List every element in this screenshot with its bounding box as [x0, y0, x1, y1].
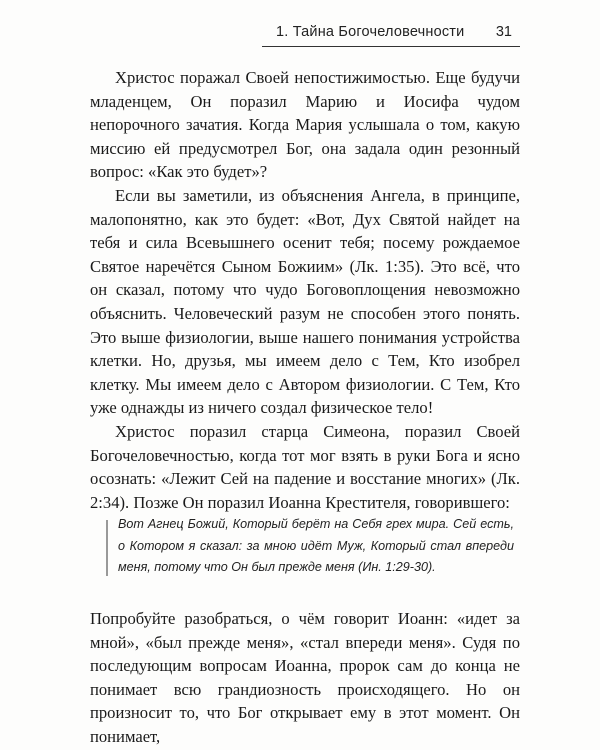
- paragraph-1: Христос поражал Своей непостижимостью. Еще будучи младенцем, Он поразил Марию и Иосифа чудом непорочного зачатия. Когда Мария услышала о том, какую миссию ей предусмотрел Бог, она задала один резонный вопрос: «Как это будет»?: [90, 68, 520, 182]
- paragraph-2: Если вы заметили, из объяснения Ангела, в принципе, малопонятно, как это будет: «Вот, Дух Святой найдет на тебя и сила Всевышнего осенит тебя; посему рождаемое Святое наречётся Сыном Божиим» (Лк. 1:35). Это всё, что он сказал, потому что чудо Боговоплощения невозможно объяснить. Человеческий разум не способен этого понять. Это выше физиологии, выше нашего понимания устройства клетки. Но, друзья, мы имеем дело с Тем, Кто изобрел клетку. Мы имеем дело с Автором физиологии. С Тем, Кто уже однажды из ничего создал физическое тело!: [90, 185, 520, 418]
- paragraph-4: Попробуйте разобраться, о чём говорит Иоанн: «идет за мной», «был прежде меня», «стал впереди меня». Судя по последующим вопросам Иоанна, пророк сам до конца не понимает всю грандиозность происходящего. Но он произносит то, что Бог открывает ему в этот момент. Он понимает,: [90, 609, 520, 746]
- quote-text: Вот Агнец Божий, Который берёт на Себя грех мира. Сей есть, о Котором я сказал: за мною идёт Муж, Который стал впереди меня, потому что Он был прежде меня (Ин. 1:29-30).: [118, 517, 514, 575]
- chapter-title: 1. Тайна Богочеловечности: [276, 24, 465, 40]
- header-rule: [262, 46, 520, 47]
- quote-bar: [106, 520, 108, 576]
- running-head: [262, 24, 520, 44]
- main-text: [90, 66, 520, 514]
- paragraph-3: Христос поразил старца Симеона, поразил Своей Богочеловечностью, когда тот мог взять в руки Бога и ясно осознать: «Лежит Сей на падение и восстание многих» (Лк. 2:34). Позже Он поразил Иоанна Крестителя, говорившего:: [90, 421, 520, 512]
- scripture-quote: [118, 514, 514, 579]
- closing-text: [90, 607, 520, 749]
- page-number: 31: [495, 24, 512, 40]
